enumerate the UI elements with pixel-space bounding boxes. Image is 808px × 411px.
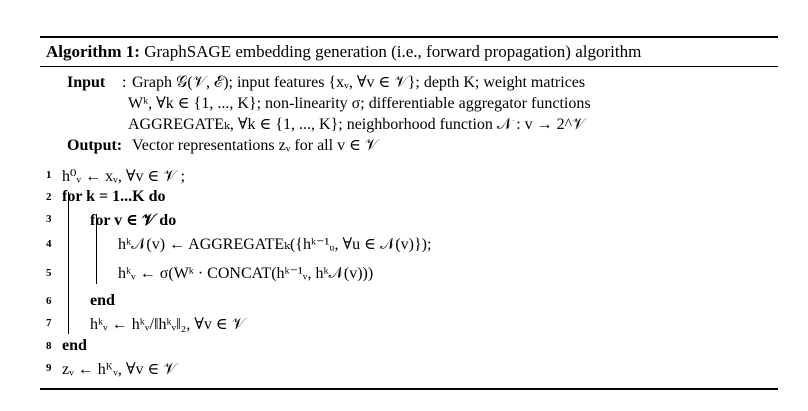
line-text-6: end (90, 292, 115, 309)
line-number-2: 2 (46, 191, 52, 203)
line-text-7: hᵏᵥ ← hᵏᵥ/‖hᵏᵥ‖₂, ∀v ∈ 𝒱 (90, 316, 246, 333)
input-output-block (40, 72, 778, 156)
line-text-3: for v ∈ 𝒱 do (90, 212, 177, 229)
algorithm-lines (40, 162, 778, 378)
line-text-8: end (62, 337, 87, 354)
line-text-4: hᵏ𝒩(v) ← AGGREGATEₖ({hᵏ⁻¹ᵤ, ∀u ∈ 𝒩(v)}); (118, 236, 432, 253)
output-label: Output: (67, 137, 123, 154)
output-text: Vector representations zᵥ for all v ∈ 𝒱 (132, 137, 379, 154)
bottom-rule (40, 388, 778, 390)
input-label: Input (67, 74, 106, 91)
line-number-9: 9 (46, 362, 52, 374)
line-number-1: 1 (46, 169, 52, 181)
algorithm-box (40, 36, 778, 390)
caption-title: GraphSAGE embedding generation (i.e., forward propagation) algorithm (144, 42, 642, 61)
input-colon: : (122, 74, 127, 91)
line-number-7: 7 (46, 317, 52, 329)
line-text-5: hᵏᵥ ← σ(Wᵏ · CONCAT(hᵏ⁻¹ᵥ, hᵏ𝒩(v))) (118, 265, 374, 282)
algorithm-caption (40, 38, 778, 62)
input-line-3: AGGREGATEₖ, ∀k ∈ {1, ..., K}; neighborhood function 𝒩 : v → 2^𝒱 (128, 116, 586, 133)
line-number-5: 5 (46, 267, 52, 279)
caption-label: Algorithm 1: (46, 42, 140, 61)
line-text-2: for k = 1...K do (62, 188, 166, 205)
input-line-1: Graph 𝒢(𝒱, ℰ); input features {xᵥ, ∀v ∈ 𝒱}; depth K; weight matrices (132, 74, 586, 91)
outer-loop-bar (68, 192, 69, 334)
caption-rule (40, 66, 778, 67)
line-number-6: 6 (46, 295, 52, 307)
line-number-4: 4 (46, 238, 52, 250)
line-text-1: h⁰ᵥ ← xᵥ, ∀v ∈ 𝒱 ; (62, 168, 186, 185)
input-line-2: Wᵏ, ∀k ∈ {1, ..., K}; non-linearity σ; differentiable aggregator functions (128, 95, 591, 112)
line-number-3: 3 (46, 213, 52, 225)
line-number-8: 8 (46, 340, 52, 352)
line-text-9: zᵥ ← hᴷᵥ, ∀v ∈ 𝒱 (62, 361, 177, 378)
